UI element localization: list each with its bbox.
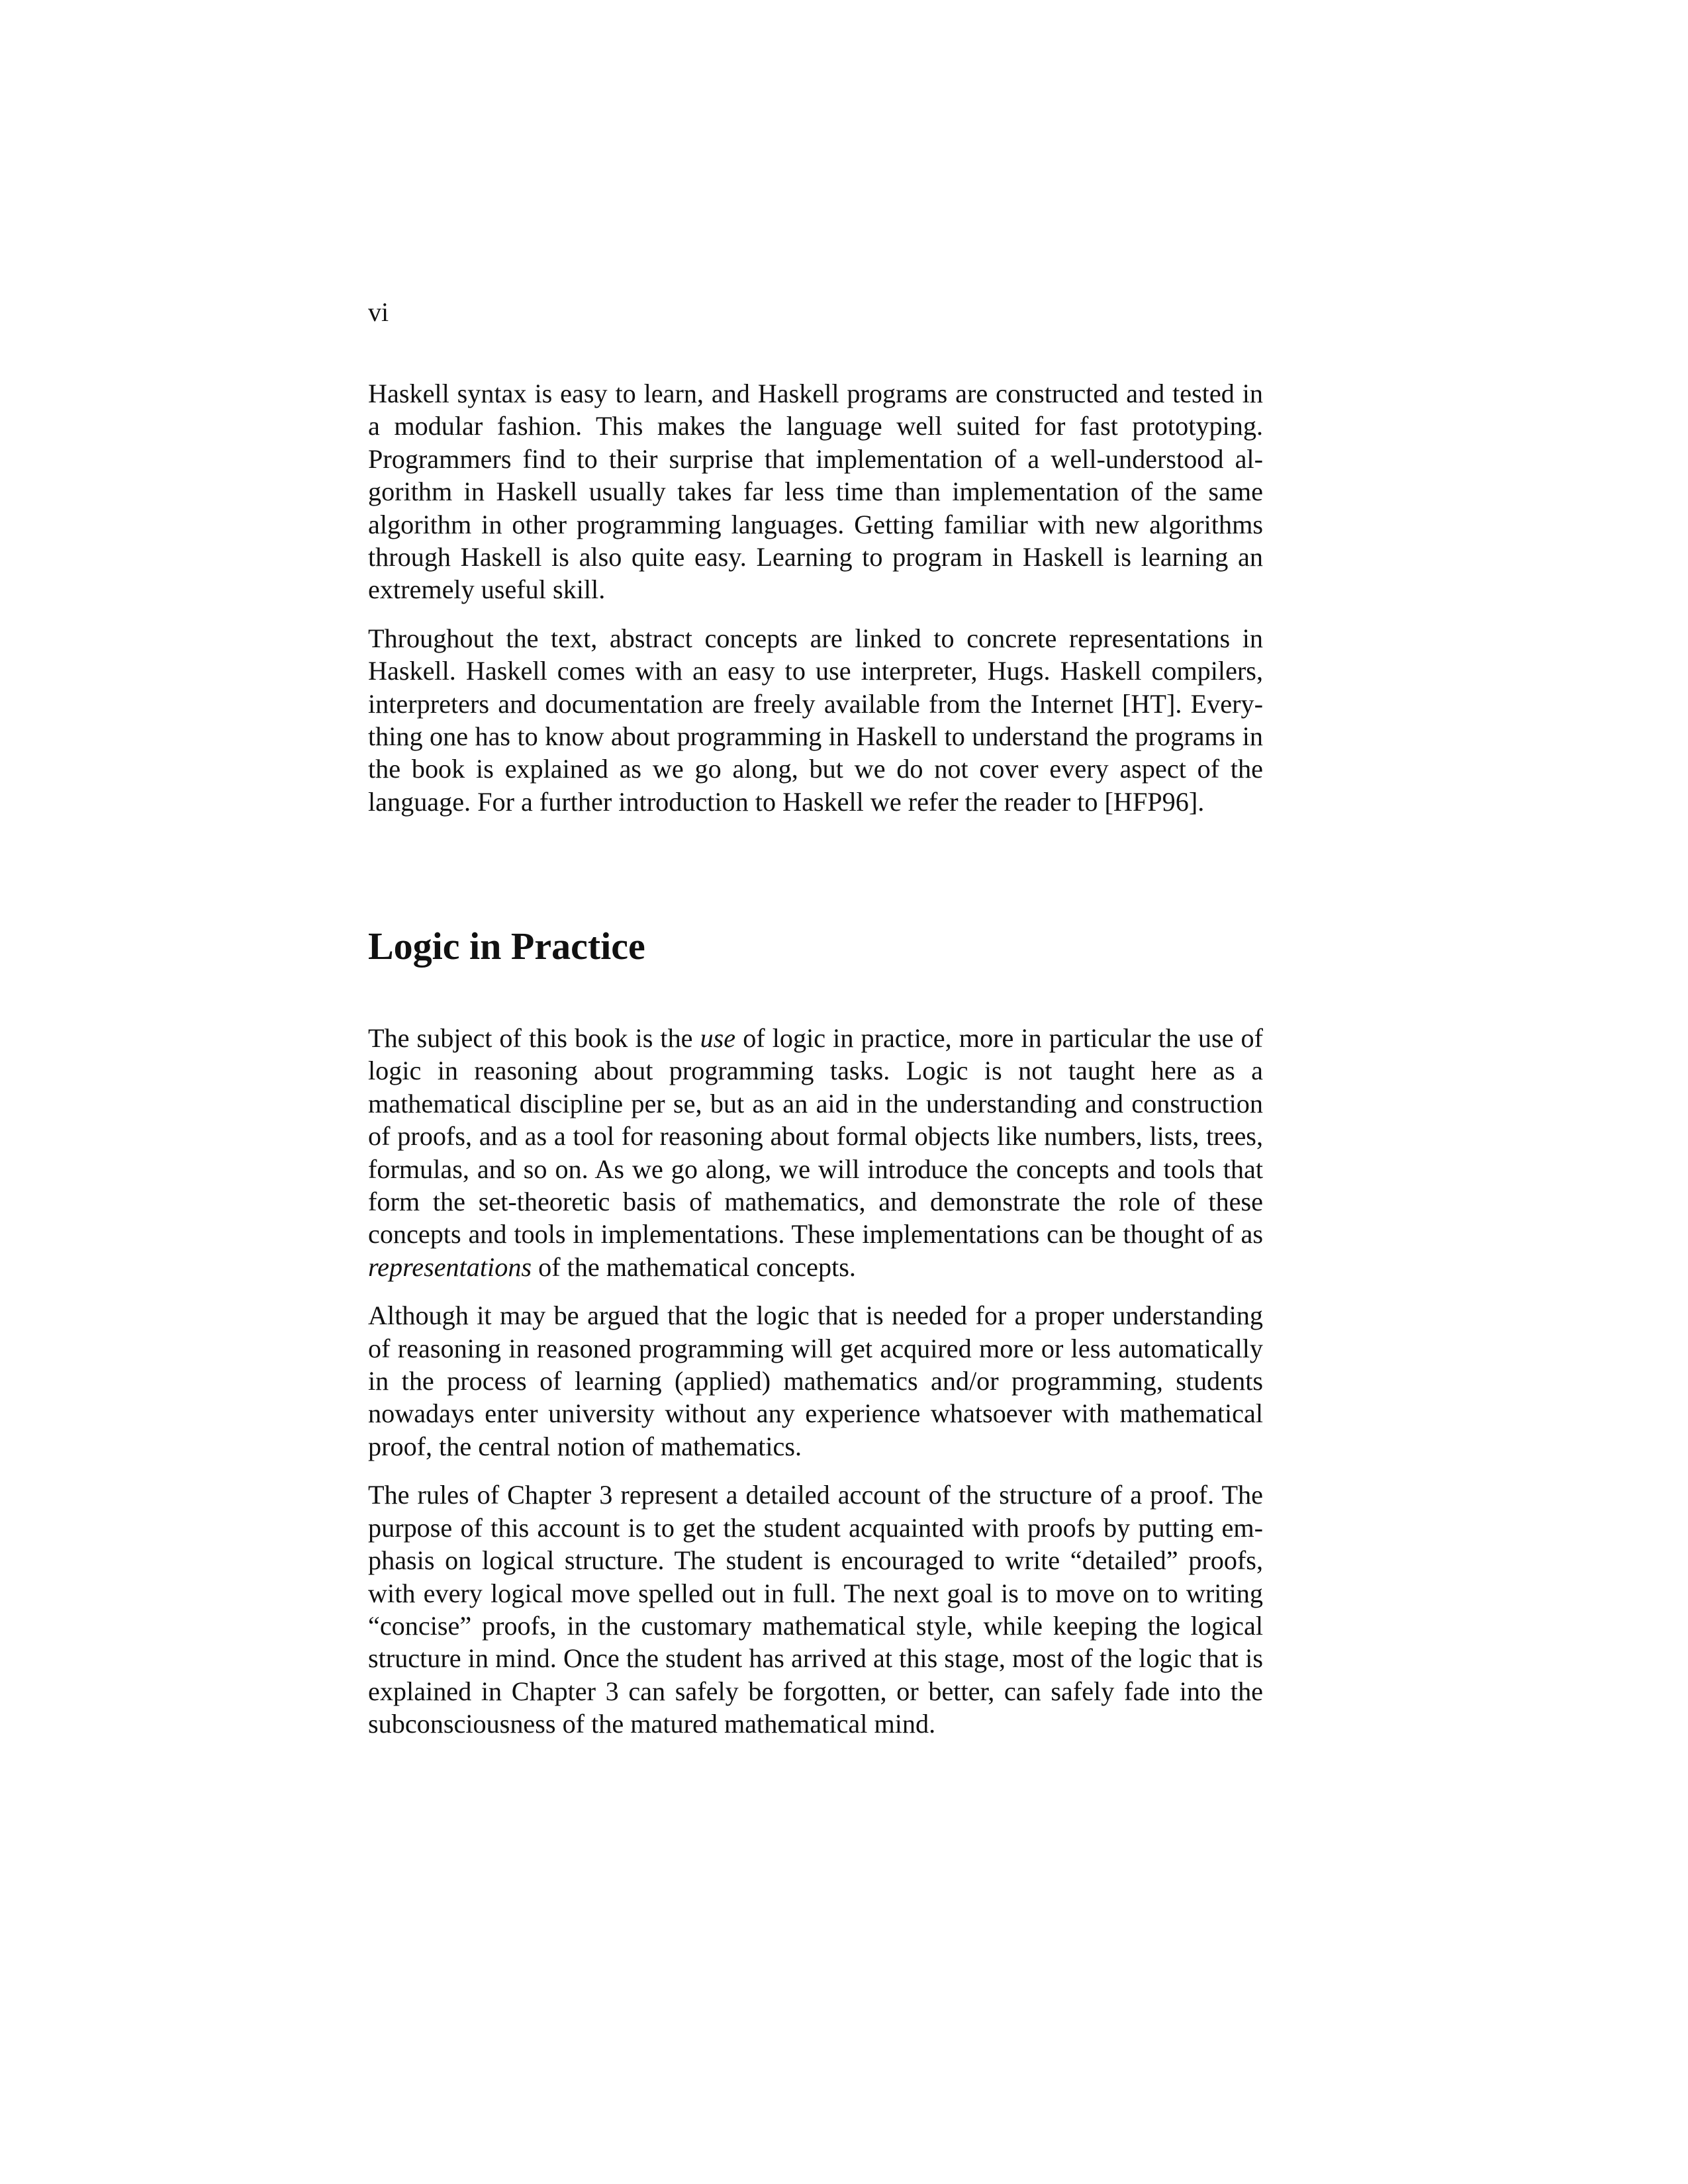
paragraph-1-text-end: of the mathematical concepts.	[532, 1251, 856, 1282]
section-paragraph-3: The rules of Chapter 3 represent a detailed account of the structure of a proof. The purpose of this account is to get the student acquainted with proofs by putting emphasis on logical structure. The student is encouraged to write “detailed” proofs, with every logical move spelled out in full. The next goal is to move on to writing “concise” proofs, in the customary mathematical style, while keeping the logical structure in mind. Once the student has arrived at this stage, most of the logic that is explained in Chapter 3 can safely be forgotten, or better, can safely fade into the subconsciousness of the matured mathematical mind.	[368, 1480, 1263, 1739]
page-number: vi	[368, 297, 389, 327]
intro-text	[368, 377, 1263, 818]
emphasis-use: use	[700, 1023, 736, 1053]
section-heading: Logic in Practice	[368, 925, 645, 968]
section-paragraph-1	[368, 1022, 1263, 1283]
paragraph-1-text-middle: of logic in practice, more in particular the use of logic in reasoning about programming tasks. Logic is not taught here as a mathematical discipline per se, but as an aid in the understanding and construction of proofs, and as a tool for reasoning about formal objects like numbers, lists, trees, formulas, and so on. As we go along, we will introduce the concepts and tools that form the set-theoretic basis of mathematics, and demonstrate the role of these concepts and tools in implementations. These implementations can be thought of as	[368, 1023, 1263, 1250]
paragraph-1-text-start: The subject of this book is the	[368, 1023, 700, 1053]
intro-paragraph-1: Haskell syntax is easy to learn, and Haskell programs are constructed and tested in a modular fashion. This makes the language well suited for fast prototyping. Programmers find to their surprise that implementation of a well-understood algorithm in Haskell usually takes far less time than implementation of the same algorithm in other programming languages. Getting familiar with new algorithms through Haskell is also quite easy. Learning to program in Haskell is learning an extremely useful skill.	[368, 379, 1263, 605]
section-text	[368, 1022, 1263, 1741]
intro-paragraph-2: Throughout the text, abstract concepts are linked to concrete representations in Haskell. Haskell comes with an easy to use interpreter, Hugs. Haskell compilers, interpreters and documentation are freely available from the Internet [HT]. Everything one has to know about programming in Haskell to understand the programs in the book is explained as we go along, but we do not cover every aspect of the language. For a further introduction to Haskell we refer the reader to [HFP96].	[368, 623, 1263, 817]
emphasis-representations: representations	[368, 1251, 532, 1282]
section-paragraph-2: Although it may be argued that the logic that is needed for a proper understanding of reasoning in reasoned programming will get acquired more or less automatically in the process of learning (applied) mathematics and/or programming, students nowadays enter university without any experience whatsoever with mathematical proof, the central notion of mathematics.	[368, 1300, 1263, 1461]
